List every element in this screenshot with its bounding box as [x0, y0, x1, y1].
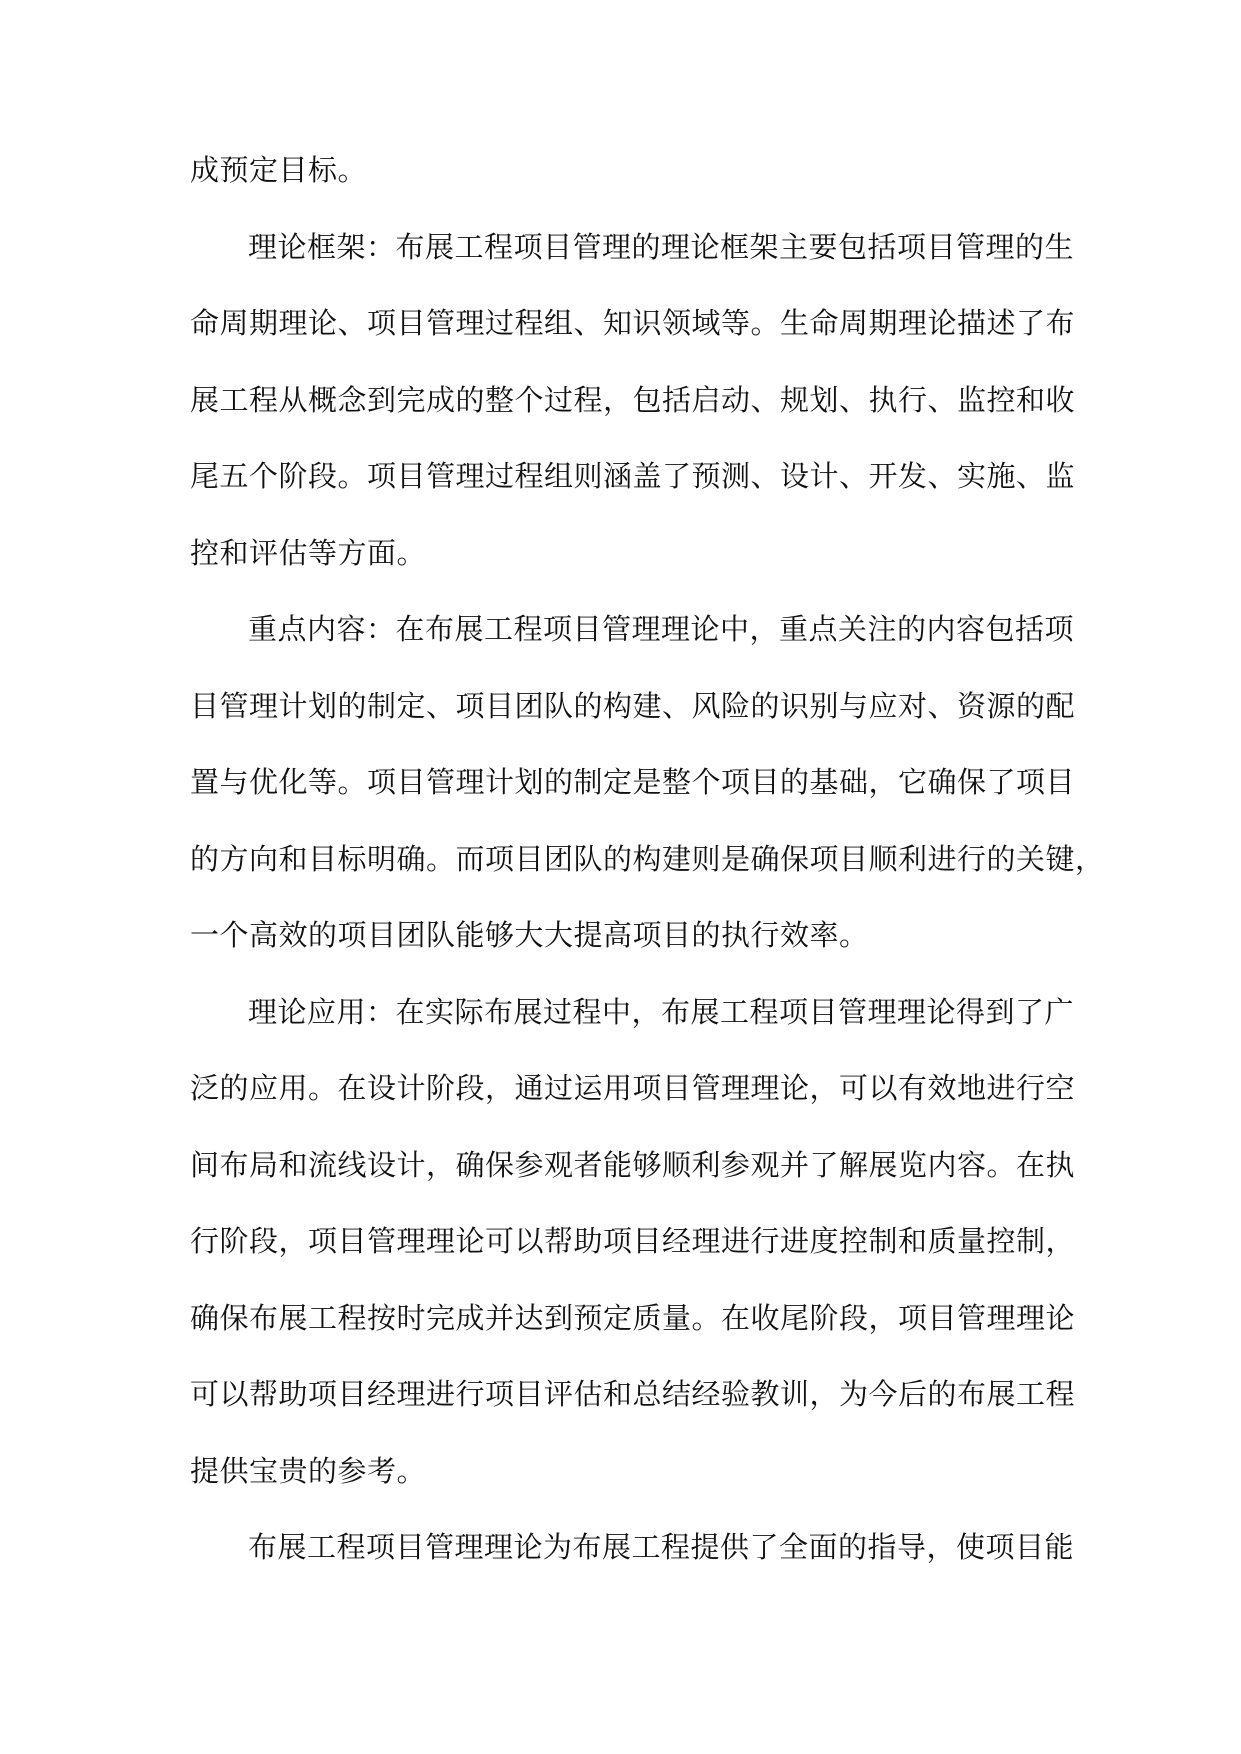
body-text	[190, 132, 1105, 1586]
text-line: 置与优化等。项目管理计划的制定是整个项目的基础，它确保了项目	[190, 765, 1076, 799]
text-line: 行阶段，项目管理理论可以帮助项目经理进行进度控制和质量控制，	[190, 1224, 1076, 1258]
text-line: 提供宝贵的参考。	[190, 1453, 427, 1488]
text-line: 目管理计划的制定、项目团队的构建、风险的识别与应对、资源的配	[190, 688, 1076, 723]
text-line: 确保布展工程按时完成并达到预定质量。在收尾阶段，项目管理理论	[190, 1300, 1076, 1335]
text-line: 成预定目标。	[190, 153, 368, 187]
text-line: 一个高效的项目团队能够大大提高项目的执行效率。	[190, 918, 869, 952]
paragraph-start-key-content: 重点内容：在布展工程项目管理理论中，重点关注的内容包括项	[248, 612, 1075, 646]
text-line: 命周期理论、项目管理过程组、知识领域等。生命周期理论描述了布	[190, 306, 1076, 340]
text-line: 尾五个阶段。项目管理过程组则涵盖了预测、设计、开发、实施、监	[190, 459, 1076, 493]
text-line: 的方向和目标明确。而项目团队的构建则是确保项目顺利进行的关键，	[190, 841, 1105, 876]
paragraph-start-theory-application: 理论应用：在实际布展过程中，布展工程项目管理理论得到了广	[248, 994, 1075, 1029]
text-line: 泛的应用。在设计阶段，通过运用项目管理理论，可以有效地进行空	[190, 1071, 1076, 1105]
paragraph-start-conclusion: 布展工程项目管理理论为布展工程提供了全面的指导，使项目能	[248, 1530, 1075, 1564]
text-line: 展工程从概念到完成的整个过程，包括启动、规划、执行、监控和收	[190, 382, 1076, 417]
text-line: 控和评估等方面。	[190, 535, 427, 570]
text-line: 间布局和流线设计，确保参观者能够顺利参观并了解展览内容。在执	[190, 1147, 1076, 1182]
text-line: 可以帮助项目经理进行项目评估和总结经验教训，为今后的布展工程	[190, 1377, 1076, 1411]
paragraph-start-theory-framework: 理论框架：布展工程项目管理的理论框架主要包括项目管理的生	[248, 229, 1075, 264]
